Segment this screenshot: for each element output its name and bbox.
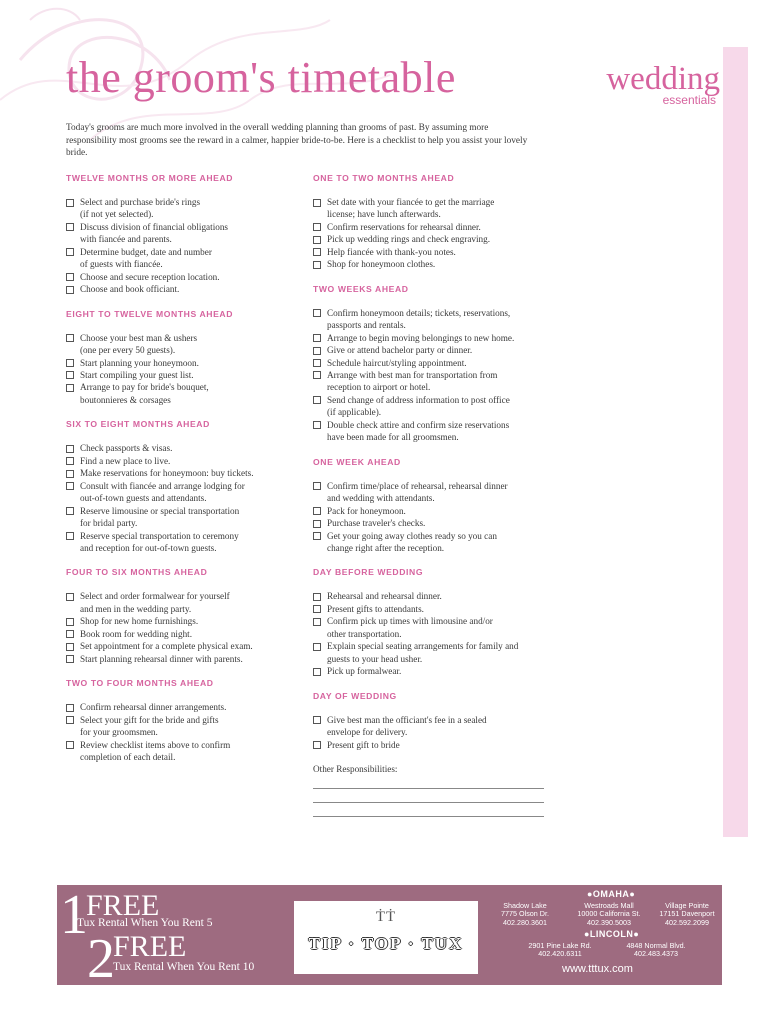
checklist-item bbox=[313, 233, 553, 245]
checkbox-icon[interactable] bbox=[66, 199, 74, 207]
checklist-item-text: Confirm time/place of rehearsal, rehearsal dinner bbox=[327, 480, 508, 491]
checkbox-icon[interactable] bbox=[66, 286, 74, 294]
lincoln-heading: ●LINCOLN● bbox=[584, 929, 640, 939]
checklist-item-text: Start compiling your guest list. bbox=[80, 369, 194, 380]
checklist-item bbox=[313, 480, 553, 505]
checklist bbox=[313, 714, 553, 751]
checklist-item bbox=[66, 369, 300, 381]
section-gap bbox=[313, 271, 553, 283]
checklist bbox=[66, 442, 300, 554]
checkbox-icon[interactable] bbox=[313, 261, 321, 269]
checklist-item-text: Confirm honeymoon details; tickets, reservations, bbox=[327, 307, 511, 318]
checkbox-icon[interactable] bbox=[313, 741, 321, 749]
store-locations bbox=[487, 885, 722, 985]
checkbox-icon[interactable] bbox=[313, 309, 321, 317]
section-gap bbox=[313, 444, 553, 456]
checkbox-icon[interactable] bbox=[66, 593, 74, 601]
page-title: the groom's timetable bbox=[66, 53, 456, 102]
checklist-section bbox=[313, 456, 553, 555]
checklist-item-text: for bridal party. bbox=[80, 518, 138, 529]
checklist-item bbox=[66, 653, 300, 665]
checklist-item-text: completion of each detail. bbox=[80, 751, 176, 762]
offer-text-1: Tux Rental When You Rent 5 bbox=[77, 917, 213, 929]
store-location bbox=[611, 942, 701, 959]
checkbox-icon[interactable] bbox=[313, 223, 321, 231]
checklist-item-text: Pick up formalwear. bbox=[327, 666, 402, 677]
checklist-item-text: Present gifts to attendants. bbox=[327, 603, 424, 614]
store-name: Village Pointe bbox=[665, 901, 709, 910]
checklist bbox=[66, 332, 300, 407]
store-address: 2901 Pine Lake Rd. bbox=[528, 941, 592, 950]
checklist-section bbox=[66, 172, 300, 296]
offer-text-2: Tux Rental When You Rent 10 bbox=[113, 961, 255, 973]
checkbox-icon[interactable] bbox=[313, 199, 321, 207]
checkbox-icon[interactable] bbox=[66, 384, 74, 392]
checklist-item-text: Explain special seating arrangements for family and bbox=[327, 641, 519, 652]
section-gap bbox=[66, 665, 300, 677]
checklist-item bbox=[313, 394, 553, 419]
store-phone: 402.390.5003 bbox=[587, 917, 631, 927]
checklist-item-text: have been made for all groomsmen. bbox=[327, 432, 459, 443]
store-name: Westroads Mall bbox=[584, 901, 634, 910]
checklist-item-text: Book room for wedding night. bbox=[80, 628, 193, 639]
checklist-item-text: Arrange to pay for bride's bouquet, bbox=[80, 382, 209, 393]
store-phone: 402.280.3601 bbox=[503, 917, 547, 927]
checkbox-icon[interactable] bbox=[313, 618, 321, 626]
checklist-item bbox=[66, 505, 300, 530]
checklist-item bbox=[313, 603, 553, 615]
section-gap bbox=[313, 678, 553, 690]
checklist-item-text: Choose and book officiant. bbox=[80, 284, 180, 295]
store-location bbox=[567, 902, 651, 927]
checklist-item-text: Get your going away clothes ready so you can bbox=[327, 530, 497, 541]
checklist-item bbox=[66, 615, 300, 627]
tip-top-tux-logo: TIP · TOP · TUX bbox=[308, 934, 464, 953]
checklist-item bbox=[313, 357, 553, 369]
checklist-item-text: of guests with fiancée. bbox=[80, 259, 163, 270]
other-responsibilities-line[interactable] bbox=[313, 789, 544, 803]
checklist-item-text: Confirm pick up times with limousine and/or bbox=[327, 616, 493, 627]
checklist-item bbox=[313, 344, 553, 356]
checklist-item-text: Set appointment for a complete physical exam. bbox=[80, 641, 253, 652]
checklist-item-text: change right after the reception. bbox=[327, 542, 445, 553]
checklist-item bbox=[66, 640, 300, 652]
checkbox-icon[interactable] bbox=[66, 704, 74, 712]
other-responsibilities-line[interactable] bbox=[313, 803, 544, 817]
checklist-item bbox=[313, 714, 553, 739]
checkbox-icon[interactable] bbox=[313, 347, 321, 355]
checklist-item-text: Start planning rehearsal dinner with parents. bbox=[80, 653, 243, 664]
tip-top-tux-logo-panel bbox=[294, 901, 478, 974]
checklist-item-text: Confirm rehearsal dinner arrangements. bbox=[80, 702, 227, 713]
store-location bbox=[487, 902, 563, 927]
checklist-item bbox=[313, 258, 553, 270]
section-title: ONE WEEK AHEAD bbox=[313, 456, 401, 467]
checklist-item-text: Shop for new home furnishings. bbox=[80, 616, 199, 627]
checklist-item bbox=[66, 467, 300, 479]
checkbox-icon[interactable] bbox=[313, 605, 321, 613]
section-title: DAY BEFORE WEDDING bbox=[313, 567, 424, 578]
checklist bbox=[313, 196, 553, 271]
section-title: SIX TO EIGHT MONTHS AHEAD bbox=[66, 419, 210, 430]
checklist-item-text: Consult with fiancée and arrange lodging for bbox=[80, 480, 245, 491]
section-title: FOUR TO SIX MONTHS AHEAD bbox=[66, 567, 208, 578]
checkbox-icon[interactable] bbox=[66, 273, 74, 281]
checkbox-icon[interactable] bbox=[66, 630, 74, 638]
checklist-item-text: reception to airport or hotel. bbox=[327, 382, 431, 393]
checklist-item bbox=[66, 332, 300, 357]
store-phone: 402.592.2099 bbox=[665, 917, 709, 927]
checkbox-icon[interactable] bbox=[313, 421, 321, 429]
checklist-item-text: (if applicable). bbox=[327, 407, 382, 418]
checkbox-icon[interactable] bbox=[66, 223, 74, 231]
checkbox-icon[interactable] bbox=[313, 520, 321, 528]
checklist-item-text: Arrange with best man for transportation from bbox=[327, 369, 498, 380]
store-address: 10000 California St. bbox=[577, 909, 641, 919]
checklist-item bbox=[313, 665, 553, 677]
checkbox-icon[interactable] bbox=[66, 359, 74, 367]
checklist-item bbox=[313, 615, 553, 640]
checklist-item bbox=[66, 271, 300, 283]
checklist-item-text: Start planning your honeymoon. bbox=[80, 357, 199, 368]
checkbox-icon[interactable] bbox=[66, 643, 74, 651]
store-location bbox=[515, 942, 605, 959]
offer-free-2: FREE bbox=[113, 930, 187, 963]
checklist bbox=[66, 701, 300, 763]
checklist-item-text: Discuss division of financial obligations bbox=[80, 221, 229, 232]
checklist-item-text: Give best man the officiant's fee in a sealed bbox=[327, 714, 487, 725]
checklist-item-text: Arrange to begin moving belongings to new home. bbox=[327, 332, 515, 343]
section-title: TWO WEEKS AHEAD bbox=[313, 283, 409, 294]
store-address: 4848 Normal Blvd. bbox=[626, 941, 686, 950]
checklist bbox=[313, 480, 553, 555]
section-gap bbox=[66, 406, 300, 418]
checkbox-icon[interactable] bbox=[313, 248, 321, 256]
checklist-item-text: Find a new place to live. bbox=[80, 455, 171, 466]
checkbox-icon[interactable] bbox=[313, 359, 321, 367]
checklist-section bbox=[66, 308, 300, 407]
checkbox-icon[interactable] bbox=[66, 741, 74, 749]
checklist-item bbox=[313, 590, 553, 602]
checklist-item-text: Send change of address information to post office bbox=[327, 394, 510, 405]
section-title: ONE TO TWO MONTHS AHEAD bbox=[313, 173, 455, 183]
checkbox-icon[interactable] bbox=[66, 655, 74, 663]
checklist-item bbox=[313, 307, 553, 332]
checkbox-icon[interactable] bbox=[66, 716, 74, 724]
right-sections bbox=[313, 172, 553, 751]
checkbox-icon[interactable] bbox=[313, 507, 321, 515]
checklist bbox=[66, 196, 300, 296]
store-name: Shadow Lake bbox=[503, 901, 547, 910]
checklist-item bbox=[313, 530, 553, 555]
checkbox-icon[interactable] bbox=[66, 445, 74, 453]
checklist-item-text: guests to your head usher. bbox=[327, 653, 423, 664]
checklist-item-text: Reserve special transportation to ceremony bbox=[80, 530, 239, 541]
store-address: 7775 Olson Dr. bbox=[501, 909, 549, 919]
checklist-item-text: Confirm reservations for rehearsal dinner. bbox=[327, 221, 481, 232]
checklist-item bbox=[66, 381, 300, 406]
checklist-item-text: Select and purchase bride's rings bbox=[80, 197, 201, 207]
section-title: TWO TO FOUR MONTHS AHEAD bbox=[66, 678, 214, 689]
logo-subtitle: essentials bbox=[662, 93, 716, 107]
checklist-item bbox=[313, 739, 553, 751]
checkbox-icon[interactable] bbox=[66, 532, 74, 540]
checklist-item-text: Make reservations for honeymoon: buy tickets. bbox=[80, 468, 254, 479]
checklist-item-text: Choose and secure reception location. bbox=[80, 271, 220, 282]
checklist-item-text: Schedule haircut/styling appointment. bbox=[327, 357, 467, 368]
checklist-item bbox=[313, 640, 553, 665]
checklist-item-text: Shop for honeymoon clothes. bbox=[327, 259, 436, 270]
offer-free-1: FREE bbox=[86, 889, 160, 922]
checklist-item-text: Determine budget, date and number bbox=[80, 246, 212, 257]
checklist-item-text: for your groomsmen. bbox=[80, 727, 158, 738]
checklist-item-text: and men in the wedding party. bbox=[80, 603, 192, 614]
checkbox-icon[interactable] bbox=[66, 482, 74, 490]
checklist-item bbox=[66, 455, 300, 467]
store-address: 17151 Davenport bbox=[659, 909, 715, 919]
checklist-item bbox=[313, 332, 553, 344]
checklist-item-text: Reserve limousine or special transportation bbox=[80, 505, 240, 516]
checklist-item-text: Rehearsal and rehearsal dinner. bbox=[327, 591, 442, 602]
checklist-section bbox=[313, 566, 553, 677]
checklist-item-text: (if not yet selected). bbox=[80, 209, 154, 220]
checklist-item bbox=[66, 442, 300, 454]
checklist-item bbox=[66, 590, 300, 615]
right-checklist-column bbox=[313, 172, 553, 817]
checklist-item-text: Pick up wedding rings and check engraving. bbox=[327, 234, 491, 245]
checklist-item bbox=[66, 246, 300, 271]
checklist bbox=[313, 307, 553, 444]
checklist-item bbox=[66, 701, 300, 713]
omaha-heading: ●OMAHA● bbox=[587, 889, 636, 899]
checklist-item-text: Pack for honeymoon. bbox=[327, 505, 406, 516]
checkbox-icon[interactable] bbox=[313, 371, 321, 379]
section-gap bbox=[66, 554, 300, 566]
checklist-section bbox=[66, 677, 300, 763]
offer-number-2: 2 bbox=[87, 928, 115, 990]
checklist-item bbox=[66, 283, 300, 295]
checklist-item bbox=[66, 739, 300, 764]
checklist-section bbox=[313, 283, 553, 444]
checklist bbox=[313, 590, 553, 677]
tuxedo-icon: ṪṪ bbox=[375, 909, 397, 925]
checkbox-icon[interactable] bbox=[66, 457, 74, 465]
section-gap bbox=[66, 296, 300, 308]
checkbox-icon[interactable] bbox=[66, 371, 74, 379]
checklist-item-text: Select and order formalwear for yourself bbox=[80, 591, 230, 602]
website-url[interactable]: www.tttux.com bbox=[562, 963, 633, 975]
section-title: DAY OF WEDDING bbox=[313, 690, 397, 701]
other-responsibilities-label: Other Responsibilities: bbox=[313, 763, 398, 774]
checkbox-icon[interactable] bbox=[313, 396, 321, 404]
other-responsibilities-line[interactable] bbox=[313, 775, 544, 789]
tux-promo-banner bbox=[57, 884, 722, 990]
checkbox-icon[interactable] bbox=[313, 334, 321, 342]
checklist-item bbox=[66, 530, 300, 555]
checkbox-icon[interactable] bbox=[313, 643, 321, 651]
checklist-item bbox=[66, 628, 300, 640]
checklist-item-text: Check passports & visas. bbox=[80, 443, 173, 454]
checklist-item-text: Set date with your fiancée to get the marriage bbox=[327, 197, 495, 207]
checklist bbox=[66, 590, 300, 665]
checklist-section bbox=[313, 690, 553, 751]
checklist-item-text: boutonnieres & corsages bbox=[80, 394, 171, 405]
left-checklist-column bbox=[66, 172, 300, 763]
checkbox-icon[interactable] bbox=[66, 507, 74, 515]
store-location bbox=[653, 902, 721, 927]
checklist-section bbox=[313, 172, 553, 271]
checklist-item bbox=[66, 357, 300, 369]
checklist-item bbox=[66, 714, 300, 739]
checklist-item bbox=[313, 221, 553, 233]
checklist-item bbox=[313, 196, 553, 221]
checklist-section bbox=[66, 418, 300, 554]
pink-side-band bbox=[723, 47, 748, 837]
checklist-item-text: other transportation. bbox=[327, 628, 402, 639]
checklist-item-text: Help fiancée with thank-you notes. bbox=[327, 246, 456, 257]
checkbox-icon[interactable] bbox=[313, 236, 321, 244]
section-gap bbox=[313, 554, 553, 566]
intro-paragraph: Today's grooms are much more involved in the overall wedding planning than grooms of past. By assuming more responsibility most grooms see the reward in a calmer, happier bride-to-be. Here is a checklist to help you assist your lovely bride. bbox=[66, 123, 528, 159]
checklist-item bbox=[66, 221, 300, 246]
checklist-item bbox=[313, 419, 553, 444]
checklist-item bbox=[66, 480, 300, 505]
checklist-section bbox=[66, 566, 300, 665]
checkbox-icon[interactable] bbox=[66, 334, 74, 342]
checklist-item bbox=[66, 196, 300, 221]
checkbox-icon[interactable] bbox=[66, 618, 74, 626]
checklist-item-text: Give or attend bachelor party or dinner. bbox=[327, 345, 473, 356]
checklist-item-text: (one per every 50 guests). bbox=[80, 345, 176, 356]
checklist-item bbox=[313, 517, 553, 529]
checklist-item-text: envelope for delivery. bbox=[327, 727, 408, 738]
checklist-item bbox=[313, 246, 553, 258]
store-phone: 402.483.4373 bbox=[634, 949, 678, 959]
checklist-item-text: Double check attire and confirm size reservations bbox=[327, 419, 510, 430]
checkbox-icon[interactable] bbox=[66, 470, 74, 478]
checklist-item-text: and wedding with attendants. bbox=[327, 493, 435, 504]
checklist-item-text: Select your gift for the bride and gifts bbox=[80, 714, 219, 725]
checkbox-icon[interactable] bbox=[313, 532, 321, 540]
checklist-item-text: license; have lunch afterwards. bbox=[327, 209, 441, 220]
checklist-item bbox=[313, 369, 553, 394]
checkbox-icon[interactable] bbox=[313, 593, 321, 601]
wedding-essentials-logo bbox=[590, 63, 720, 107]
checklist-item-text: Present gift to bride bbox=[327, 739, 400, 750]
section-title: EIGHT TO TWELVE MONTHS AHEAD bbox=[66, 308, 234, 319]
checklist-item-text: Choose your best man & ushers bbox=[80, 332, 198, 343]
checklist-item-text: with fiancée and parents. bbox=[80, 234, 172, 245]
logo-word: wedding bbox=[606, 61, 720, 97]
checkbox-icon[interactable] bbox=[313, 668, 321, 676]
checklist-item-text: out-of-town guests and attendants. bbox=[80, 493, 207, 504]
checkbox-icon[interactable] bbox=[313, 482, 321, 490]
store-phone: 402.420.6311 bbox=[538, 949, 582, 959]
section-title: TWELVE MONTHS OR MORE AHEAD bbox=[66, 173, 234, 183]
checklist-item bbox=[313, 505, 553, 517]
checkbox-icon[interactable] bbox=[313, 716, 321, 724]
checklist-item-text: passports and rentals. bbox=[327, 320, 406, 331]
checklist-item-text: Purchase traveler's checks. bbox=[327, 518, 426, 529]
checklist-item-text: and reception for out-of-town guests. bbox=[80, 542, 217, 553]
offer-number-1: 1 bbox=[60, 884, 88, 946]
checkbox-icon[interactable] bbox=[66, 248, 74, 256]
checklist-item-text: Review checklist items above to confirm bbox=[80, 739, 231, 750]
